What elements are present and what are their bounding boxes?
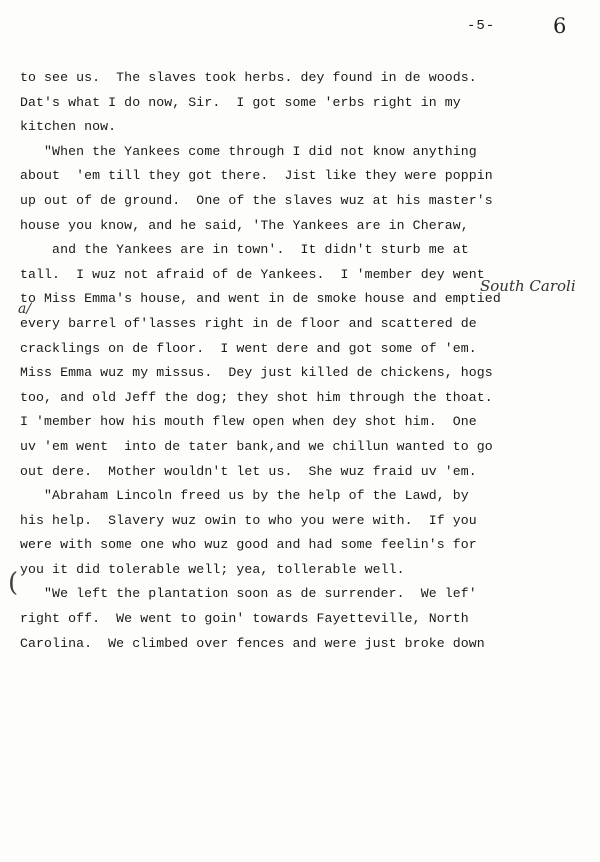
text-line: up out of de ground. One of the slaves wuz at his master's — [20, 192, 493, 208]
text-line: "We left the plantation soon as de surrender. We lef' — [20, 586, 477, 602]
text-line: "When the Yankees come through I did not know anything — [20, 143, 477, 159]
handwritten-bracket-mark: ( — [8, 568, 19, 598]
text-line: tall. I wuz not afraid of de Yankees. I 'member dey went — [20, 266, 485, 282]
text-line: to Miss Emma's house, and went in de smoke house and emptied — [20, 291, 501, 307]
text-line: about 'em till they got there. Jist like they were poppin — [20, 168, 493, 184]
text-line: house you know, and he said, 'The Yankees are in Cheraw, — [20, 217, 469, 233]
text-line: too, and old Jeff the dog; they shot him through the thoat. — [20, 389, 493, 405]
text-line: right off. We went to goin' towards Fayetteville, North — [20, 611, 469, 627]
text-line: Carolina. We climbed over fences and were just broke down — [20, 635, 485, 651]
text-line: out dere. Mother wouldn't let us. She wuz fraid uv 'em. — [20, 463, 477, 479]
text-line: his help. Slavery wuz owin to who you were with. If you — [20, 512, 477, 528]
text-line: and the Yankees are in town'. It didn't sturb me at — [20, 242, 469, 258]
text-line: kitchen now. — [20, 119, 117, 135]
text-line: uv 'em went into de tater bank,and we chillun wanted to go — [20, 438, 493, 454]
text-line: I 'member how his mouth flew open when dey shot him. One — [20, 414, 477, 430]
text-line: Dat's what I do now, Sir. I got some 'erbs right in my — [20, 94, 461, 110]
text-line: every barrel of'lasses right in de floor and scattered de — [20, 315, 477, 331]
text-line: Miss Emma wuz my missus. Dey just killed de chickens, hogs — [20, 365, 493, 381]
handwritten-insert-continuation: a/ — [18, 301, 32, 317]
text-line: cracklings on de floor. I went dere and got some of 'em. — [20, 340, 477, 356]
text-line: "Abraham Lincoln freed us by the help of the Lawd, by — [20, 488, 469, 504]
text-line: were with some one who wuz good and had some feelin's for — [20, 537, 477, 553]
text-line: to see us. The slaves took herbs. dey found in de woods. — [20, 70, 477, 85]
typed-page-number: -5- — [467, 18, 496, 34]
typed-body-text — [20, 66, 590, 656]
handwritten-insert-south-carolina: South Caroli — [480, 277, 576, 295]
text-line: you it did tolerable well; yea, tollerable well. — [20, 561, 405, 577]
handwritten-page-number: 6 — [553, 14, 567, 38]
